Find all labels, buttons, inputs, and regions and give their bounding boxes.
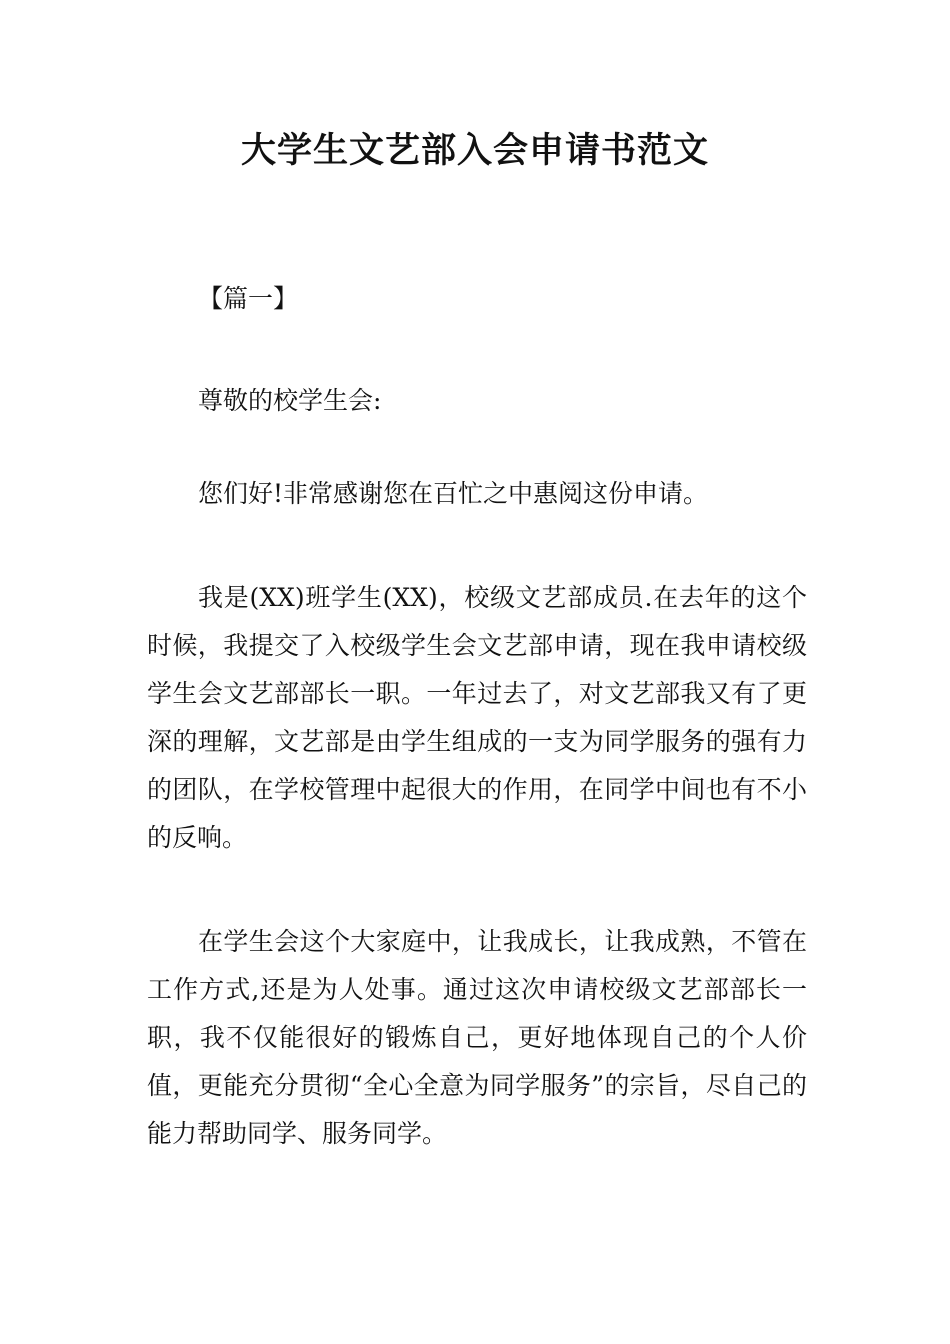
salutation: 尊敬的校学生会: [198,386,382,415]
paragraph-greeting: 您们好!非常感谢您在百忙之中惠阅这份申请。 [198,479,709,508]
section-heading: 【篇一】 [198,284,299,313]
paragraph-motivation: 在学生会这个大家庭中，让我成长，让我成熟，不管在工作方式,还是为人处事。通过这次申请校级文艺部部长一职，我不仅能很好的锻炼自己，更好地体现自己的个人价值，更能充分贯彻“全心全意为同学服务”的宗旨，尽自己的能力帮助同学、服务同学。 [147,927,807,1148]
paragraph-introduction: 我是(XX)班学生(XX)，校级文艺部成员.在去年的这个时候，我提交了入校级学生会文艺部申请，现在我申请校级学生会文艺部部长一职。一年过去了，对文艺部我又有了更深的理解，文艺部是由学生组成的一支为同学服务的强有力的团队，在学校管理中起很大的作用，在同学中间也有不小的反响。 [147,583,807,852]
document-title: 大学生文艺部入会申请书范文 [240,131,709,171]
